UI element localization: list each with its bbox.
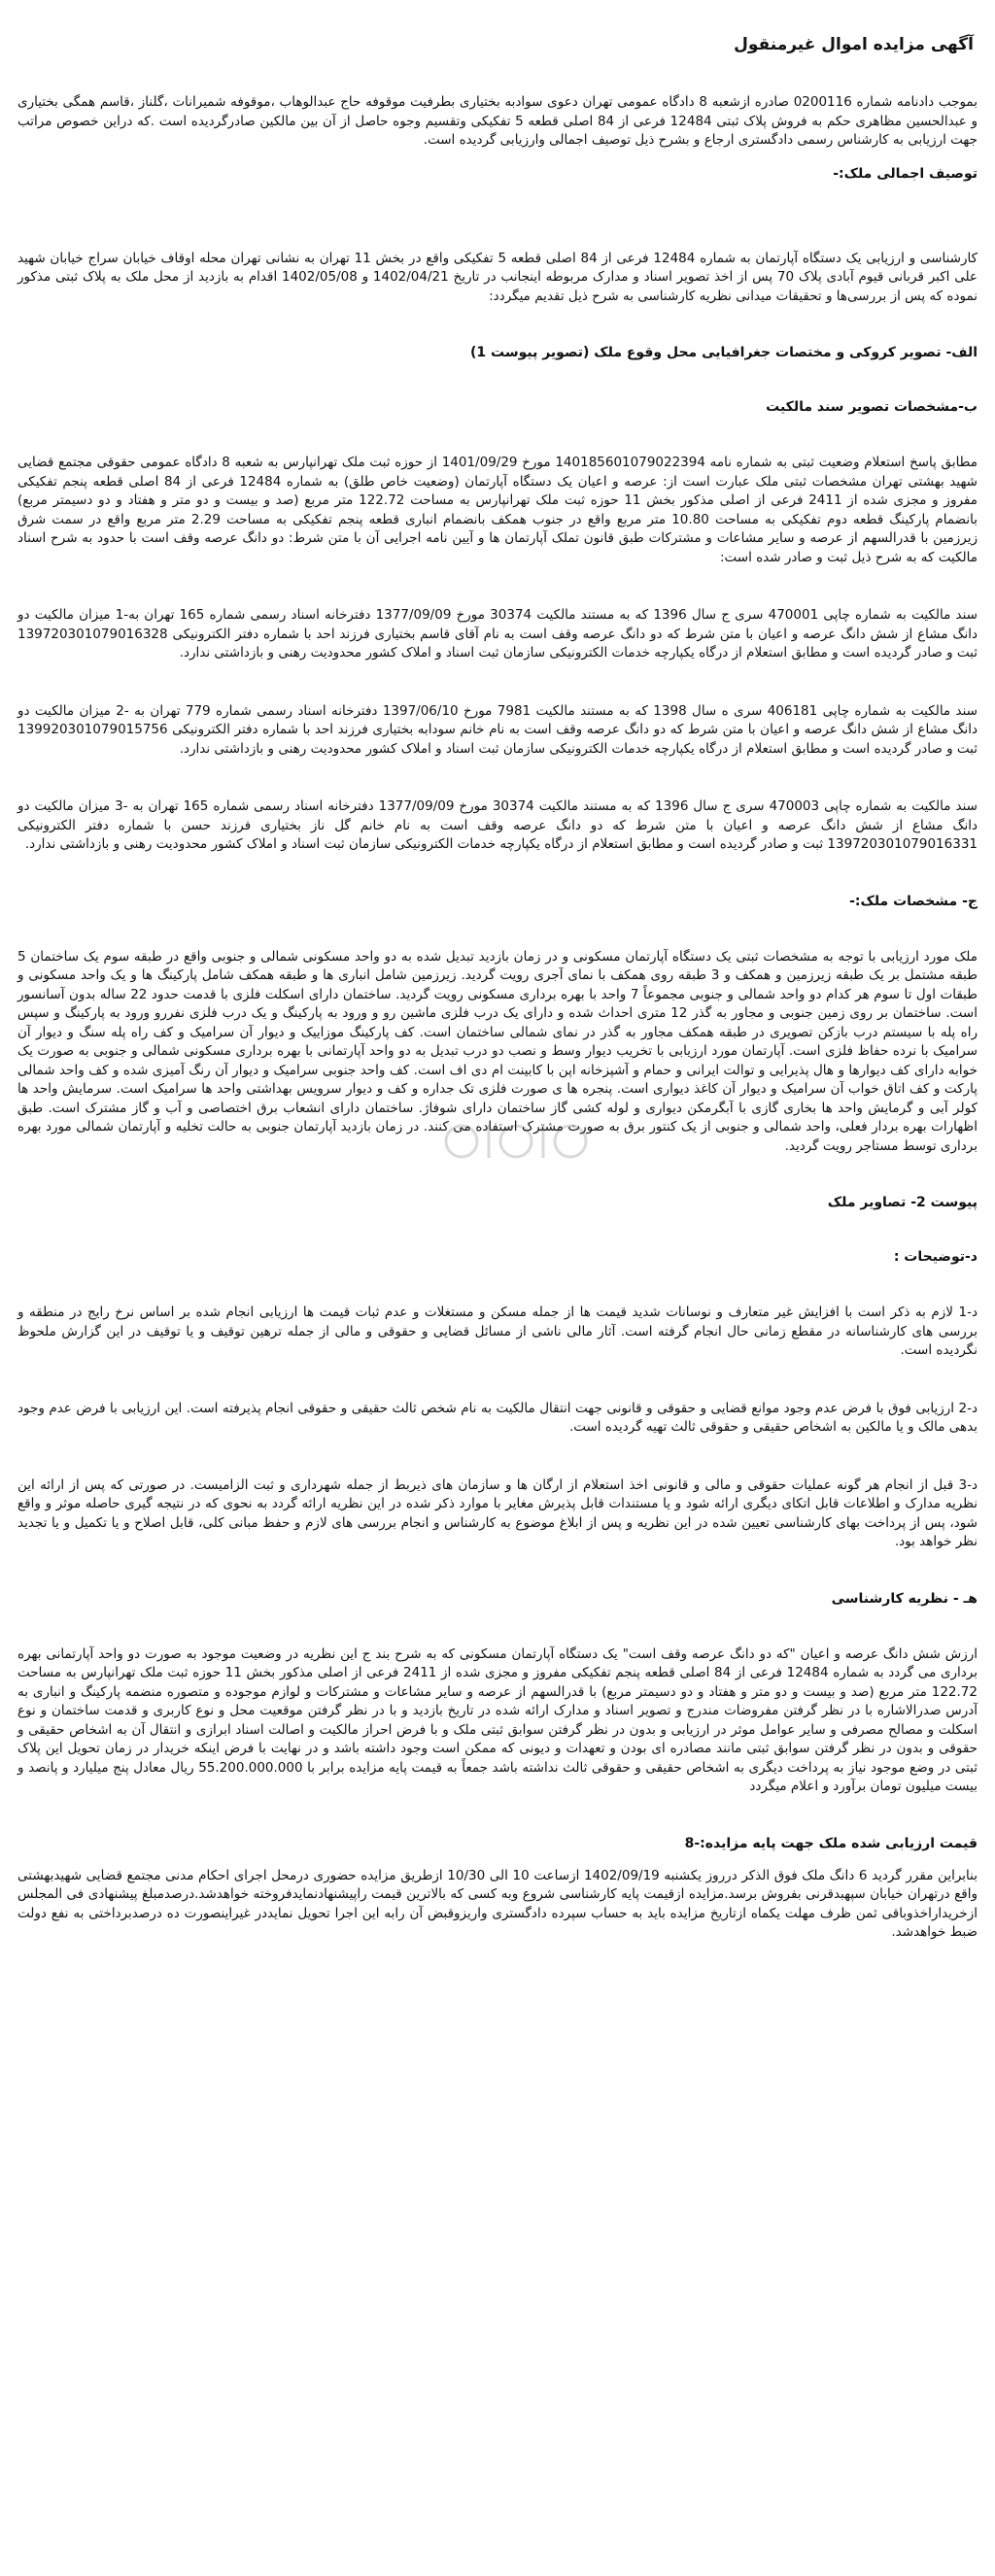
section-d-heading: د-توضیحات : — [893, 1249, 978, 1265]
section-h-paragraph: ارزش شش دانگ عرصه و اعیان "که دو دانگ عرصه وقف است" یک دستگاه آپارتمان مسکونی که به شرح بند ج این نظریه در وضعیت موجود به صورت دو واحد آپارتمانی بهره برداری می گردد به شماره 12484 فرعی از 84 اصلی قطعه پنجم تفکیکی مفروز و مجزی شده از 2411 فرعی از اصلی مذکور بخش 11 حوزه ثبت ملک تهرانپارس به مساحت 122.72 متر مربع (صد و بیست و دو متر و هفتاد و دو دسیمتر مربع) با قدرالسهم از عرصه و سایر مشاعات و مشترکات و لوازم موجوده و متصوره منضمه پارکینگ و انباری به آدرس صدرالاشاره با در نظر گرفتن مفروضات مندرج و تصویر اسناد و مدارک ارائه شده در تاریخ بازدید و با در نظر گرفتن موقعیت محل و نوع کاربری و قدمت ساختمان و نوع اسکلت و مصالح مصرفی و سایر عوامل موثر در ارزیابی و بدون در نظر گرفتن سوابق ثبتی ملک و با فرض احراز مالکیت و اصالت اسناد ابرازی و انتقال آن به اشخاص حقیقی و حقوقی و بدون در نظر گرفتن سوابق ثبتی مانند مصادره ای بودن و تعهدات و دیونی که ممکن است وجود داشته باشد و در نهایت با فرض اینکه خریدار در زمان تحویل این پلاک ثبتی در وضع موجود نیاز به پرداخت دیگری به اشخاص حقیقی و حقوقی ثالث نداشته باشد جمعاً به قیمت پایه مزایده برابر با 55.200.000.000 ریال معادل پنج میلیارد و پانصد و بیست میلیون تومان برآورد و اعلام میگردد — [17, 1645, 978, 1794]
section-8-heading: قیمت ارزیابی شده ملک جهت پایه مزایده:-8 — [684, 1835, 978, 1851]
section-a-heading: الف- تصویر کروکی و مختصات جغرافیایی محل وقوع ملک (تصویر پیوست 1) — [469, 345, 978, 360]
section-b-paragraph: مطابق پاسخ استعلام وضعیت ثبتی به شماره نامه 140185601079022394 مورخ 1401/09/29 از حوزه ثبت ملک تهرانپارس به شعبه 8 دادگاه عمومی حقوقی مجتمع قضایی شهید بهشتی تهران مشخصات ثبتی ملک عبارت است از: عرصه و اعیان یک دستگاه آپارتمان (وضعیت خاص طلق) به شماره 12484 فرعی از 84 اصلی قطعه پنجم تفکیکی مفروز و مجزی شده از 2411 فرعی از اصلی مذکور بخش 11 حوزه ثبت ملک تهرانپارس به مساحت 122.72 متر مربع (صد و بیست و دو متر و هفتاد و دو دسیمتر مربع) بانضمام پارکینگ قطعه دوم تفکیکی به مساحت 10.80 متر مربع واقع در جنوب همکف بانضمام انباری قطعه پنجم تفکیکی به مساحت 2.29 متر مربع واقع در سمت شرق زیرزمین با قدرالسهم از عرصه و سایر مشاعات و مشترکات طبق قانون تملک آپارتمان ها و آیین نامه اجرایی آن با متن شرط: دو دانگ عرصه وقف است با حدود به شرح اسناد مالکیت که به شرح ذیل ثبت و صادر شده است: — [17, 455, 978, 565]
deed-3-paragraph: سند مالکیت به شماره چاپی 470003 سری ج سال 1396 که به مستند مالکیت 30374 مورخ 1377/09/09 دفترخانه اسناد رسمی شماره 165 تهران به -3 میزان مالکیت دو دانگ مشاع از شش دانگ عرصه و اعیان با متن شرط که دو دانگ عرصه وقف است به نام خانم گل ناز بختیاری فرزند حسن با شماره دفتر الکترونیکی 139720301079016331 ثبت و صادر گردیده است و مطابق استعلام از درگاه یکپارچه خدمات الکترونیکی سازمان ثبت اسناد و املاک کشور محدودیت رهنی و بازداشتی ندارد. — [17, 798, 978, 852]
section-h-heading: هـ - نظریه کارشناسی — [831, 1590, 978, 1607]
deed-2-paragraph: سند مالکیت به شماره چاپی 406181 سری ه سال 1398 که به مستند مالکیت 7981 مورخ 1397/06/10 دفترخانه اسناد رسمی شماره 779 تهران به -2 میزان مالکیت دو دانگ مشاع از شش دانگ عرصه و اعیان با متن شرط که دو دانگ عرصه وقف است به نام خانم سودابه بختیاری فرزند احد با شماره دفتر الکترونیکی 139920301079015756 ثبت و صادر گردیده است و مطابق استعلام از درگاه یکپارچه خدمات الکترونیکی سازمان ثبت اسناد و املاک کشور محدودیت رهنی و بازداشتی ندارد. — [17, 702, 978, 757]
note-3-paragraph: د-3 قبل از انجام هر گونه عملیات حقوقی و مالی و قانونی اخذ استعلام از ارگان ها و سازمان های ذیربط از جمله شهرداری و ثبت الزامیست. در صورتی که پس از ارائه این نظریه مدارک و اطلاعات قابل اتکای دیگری ارائه شود و یا مستندات قابل پذیرش مغایر با موارد ذکر شده در این نظریه ارائه گردد به نحوی که در نتیجه گیری حاصله موثر و واقع شود، پس از پرداخت بهای کارشناسی تعیین شده در این نظریه و پس از ابلاغ موضوع به کارشناس و انجام بررسی های لازم و حفظ مبانی کلی، قابل اصلاح و یا تکمیل و یا تجدید نظر خواهد بود. — [17, 1476, 978, 1549]
notice-title: آگهی مزایده اموال غیرمنقول — [734, 35, 974, 54]
section-8-paragraph: بنابراین مقرر گردید 6 دانگ ملک فوق الذکر درروز یکشنبه 1402/09/19 ازساعت 10 الی 10/30 ازطریق مزایده حضوری درمحل اجرای احکام مدنی مجتمع قضایی شهیدبهشتی واقع درتهران خیابان سپهبدقرنی بفروش برسد.مزایده ازقیمت پایه کارشناسی شروع وبه کسی که بالاترین قیمت راپیشنهادنمایدفروخته خواهدشد.درصدمبلغ پیشنهادی فی المجلس ازخریداراخذوباقی ثمن ظرف مهلت یکماه ازتاریخ مزایده باید به حساب سپرده دادگستری واریزوقبض آن رابه این اجرا تحویل نمایددر غیراینصورت ده درصدبرداختی به نفع دولت ضبط خواهدشد. — [17, 1867, 978, 1940]
deed-1-paragraph: سند مالکیت به شماره چاپی 470001 سری ج سال 1396 که به مستند مالکیت 30374 مورخ 1377/09/09 دفترخانه اسناد رسمی شماره 165 تهران به-1 میزان مالکیت دو دانگ مشاع از شش دانگ عرصه و اعیان با متن شرط که دو دانگ عرصه وقف است به نام آقای قاسم بختیاری فرزند احد با شماره دفتر الکترونیکی 139720301079016328 ثبت و صادر گردیده است و مطابق استعلام از درگاه یکپارچه خدمات الکترونیکی سازمان ثبت اسناد و املاک کشور محدودیت رهنی و بازداشتی ندارد. — [17, 607, 978, 661]
summary-paragraph: کارشناسی و ارزیابی یک دستگاه آپارتمان به شماره 12484 فرعی از 84 اصلی قطعه 5 تفکیکی واقع در بخش 11 تهران به نشانی تهران محله اوقاف خیابان سراج خیابان شهید علی اکبر قربانی قیوم آبادی پلاک 70 پس از اخذ تصویر اسناد و مدارک مربوطه اینجانب در تاریخ 1402/04/21 و 1402/05/08 اقدام به بازدید از محل ملک به پلاک ثبتی مذکور نموده که پس از بررسی‌ها و تحقیقات میدانی نظریه کارشناسی به شرح ذیل تقدیم میگردد: — [17, 250, 978, 304]
note-2-paragraph: د-2 ارزیابی فوق با فرض عدم وجود موانع قضایی و حقوقی و قانونی جهت انتقال مالکیت به نام شخص ثالث حقیقی و حقوقی انجام پذیرفته است. این ارزیابی با فرض عدم وجود بدهی مالک و یا مالکین به اشخاص حقیقی و حقوقی ثالث تهیه گردیده است. — [17, 1400, 978, 1435]
section-c-paragraph: ملک مورد ارزیابی با توجه به مشخصات ثبتی یک دستگاه آپارتمان مسکونی و در زمان بازدید تبدیل شده به دو واحد مسکونی شمالی و جنوبی واقع در طبقه سوم یک ساختمان 5 طبقه مشتمل بر یک طبقه زیرزمین و همکف و 3 طبقه روی همکف با نمای آجری رویت گردید. زیرزمین شامل انباری ها و طبقه همکف شامل پارکینگ ها و یک واحد مسکونی و طبقات اول تا سوم هر کدام دو واحد شمالی و جنوبی مجموعاً 7 واحد با بهره برداری مسکونی رویت گردید. ساختمان دارای اسکلت فلزی با قدمت حدود 22 ساله بدون آسانسور است. ساختمان بر روی زمین جنوبی و مجاور به گذر 12 متری احداث شده و دارای یک درب فلزی ماشین رو و ورود به پارکینگ و یک درب فلزی نفررو ورود به پارکینگ و سپس راه پله با سیستم درب بازکن تصویری در طبقه همکف مجاور به گذر در نمای شمالی ساختمان است. کف پارکینگ موزاییک و دیوار آن سرامیک و کف راه پله سنگ و دیوار آن سرامیک با نرده حفاظ فلزی است. آپارتمان مورد ارزیابی با تخریب دیوار وسط و نصب دو درب تبدیل به دو واحد آپارتمانی با بهره برداری مسکونی شمالی و جنوبی به صورت یک خوابه دارای کف دیوارها و هال پذیرایی و توالت ایرانی و حمام و آشپزخانه اپن با کابینت ام دی اف است. کف واحد جنوبی سرامیک و دیوار آن رنگ آمیزی شده و کف واحد شمالی پارکت و کف اتاق خواب آن سرامیک و دیوار آن کاغذ دیواری است. پنجره ها ی صورت فلزی تک جداره و کف و دیوار سرویس بهداشتی واحد ها سرامیک است. سرمایش واحد ها کولر آبی و گرمایش واحد ها بخاری گازی با آبگرمکن دیواری و لوله کشی گاز ساختمان دارای شوفاژ. ساختمان دارای انشعاب برق اختصاصی و آب و گاز مشترک است. طبق اظهارات بهره بردار فعلی، واحد شمالی و جنوبی از یک کنتور برق به صورت مشترک استفاده می کنند. در زمان بازدید آپارتمان جنوبی به حالت تخلیه و آپارتمان شمالی مورد بهره برداری توسط مستاجر رویت گردید. — [17, 948, 978, 1154]
section-b-heading: ب-مشخصات تصویر سند مالکیت — [766, 399, 978, 415]
appendix-2-heading: پیوست 2- تصاویر ملک — [827, 1195, 978, 1210]
section-c-heading: ج- مشخصات ملک:- — [849, 893, 978, 909]
intro-paragraph: بموجب دادنامه شماره 0200116 صادره ازشعبه 8 دادگاه عمومی تهران دعوی سوادبه بختیاری بطرفیت موقوفه حاج عبدالوهاب ،موقوفه شمیرانات ،گلناز ،قاسم همگی بختیاری و عبدالحسین مظاهری حکم به فروش پلاک ثبتی 12484 فرعی از 84 اصلی قطعه 5 تفکیکی وتقسیم وجوه حاصل از آن بین مالکین صادرگردیده است .که دراین خصوص مراتب جهت ارزیابی به کارشناس رسمی دادگستری ارجاع و بشرح ذیل توصیف اجمالی وارزیابی گردیده است. — [17, 94, 978, 148]
note-1-paragraph: د-1 لازم به ذکر است با افزایش غیر متعارف و نوسانات شدید قیمت ها از جمله مسکن و مستغلات و عدم ثبات قیمت ها ارزیابی انجام شده بر اساس نرخ رایج در منطقه و بررسی های کارشناسانه در مقطع زمانی حال انجام گرفته است. آثار مالی ناشی از مسائل قضایی و حقوقی و مالی از جمله ترهین توقیف و یا توقیف در این گزارش ملحوظ نگردیده است. — [17, 1305, 978, 1358]
summary-heading: توصیف اجمالی ملک:- — [833, 165, 978, 182]
